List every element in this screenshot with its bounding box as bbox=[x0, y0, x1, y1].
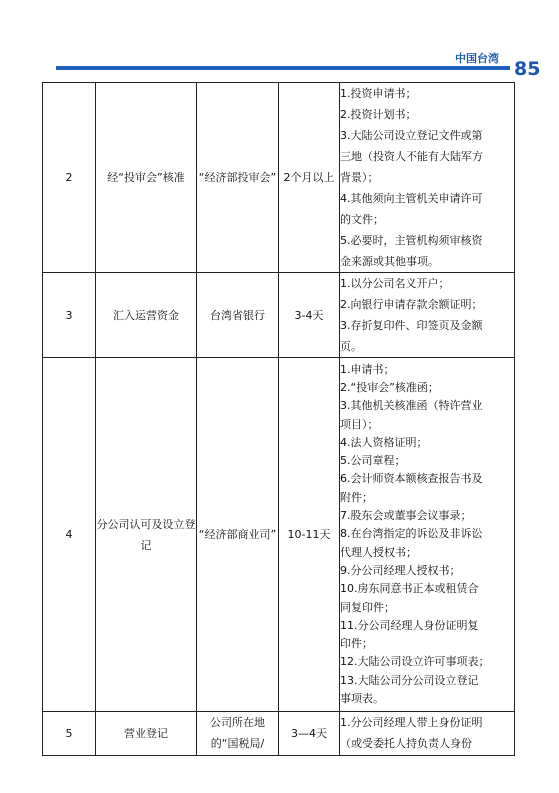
document-line: 2.“投审会”核准函； bbox=[340, 380, 439, 394]
document-line: 1.分公司经理人带上身份证明 bbox=[340, 716, 483, 729]
document-line: 2.投资计划书； bbox=[340, 108, 417, 121]
document-line: 10.房东同意书正本或租赁合 bbox=[340, 582, 479, 596]
document-line: 1.投资申请书； bbox=[340, 87, 417, 100]
step-number: 4 bbox=[43, 358, 96, 712]
document-line: 的文件； bbox=[340, 213, 384, 226]
table-row bbox=[43, 273, 515, 358]
step-item: 汇入运营资金 bbox=[96, 273, 197, 358]
document-line: 金来源或其他事项。 bbox=[340, 255, 439, 268]
document-line: 13.大陆公司分公司设立登记 bbox=[340, 673, 479, 687]
step-duration: 3—4天 bbox=[279, 712, 340, 756]
step-duration: 3-4天 bbox=[279, 273, 340, 358]
step-organization: “经济部投审会” bbox=[197, 83, 279, 273]
document-line: （或受委托人持负责人身份 bbox=[340, 737, 472, 750]
step-number: 2 bbox=[43, 83, 96, 273]
document-line: 项目）； bbox=[340, 417, 379, 431]
document-line: 5.公司章程； bbox=[340, 454, 406, 468]
step-number: 5 bbox=[43, 712, 96, 756]
document-line: 5.必要时，主管机构须审核资 bbox=[340, 234, 483, 247]
table-row bbox=[43, 358, 515, 712]
step-organization: “经济部商业司” bbox=[197, 358, 279, 712]
document-line: 三地（投资人不能有大陆军方 bbox=[340, 150, 483, 163]
document-line: 7.股东会或董事会议事录； bbox=[340, 509, 472, 523]
step-item: 分公司认可及设立登记 bbox=[96, 358, 197, 712]
document-line: 3.其他机关核准函（特许营业 bbox=[340, 399, 483, 413]
document-line: 附件； bbox=[340, 490, 373, 504]
document-line: 9.分公司经理人授权书； bbox=[340, 563, 461, 577]
document-line: 印件； bbox=[340, 637, 373, 651]
step-item: 营业登记 bbox=[96, 712, 197, 756]
step-documents bbox=[340, 83, 515, 273]
document-line: 3.存折复印件、印签页及金额 bbox=[340, 319, 483, 332]
page-number: 85 bbox=[514, 58, 541, 80]
document-line: 3.大陆公司设立登记文件或第 bbox=[340, 129, 483, 142]
document-line: 页。 bbox=[340, 340, 362, 353]
table-row bbox=[43, 83, 515, 273]
table-row bbox=[43, 712, 515, 756]
step-item: 经“投审会”核准 bbox=[96, 83, 197, 273]
step-number: 3 bbox=[43, 273, 96, 358]
step-documents bbox=[340, 358, 515, 712]
step-documents bbox=[340, 712, 515, 756]
document-line: 背景）； bbox=[340, 171, 379, 184]
procedure-table bbox=[42, 82, 515, 756]
step-organization: 公司所在地的“国税局/ bbox=[197, 712, 279, 756]
header-rule bbox=[56, 66, 510, 70]
document-line: 事项表。 bbox=[340, 692, 384, 706]
document-line: 1.申请书； bbox=[340, 362, 395, 376]
document-line: 代理人授权书； bbox=[340, 545, 417, 559]
step-duration: 2个月以上 bbox=[279, 83, 340, 273]
document-line: 1.以分公司名义开户； bbox=[340, 277, 450, 290]
document-line: 同复印件； bbox=[340, 600, 395, 614]
step-documents bbox=[340, 273, 515, 358]
document-line: 12.大陆公司设立许可事项表； bbox=[340, 655, 490, 669]
document-line: 11.分公司经理人身份证明复 bbox=[340, 618, 479, 632]
document-line: 6.会计师资本额核查报告书及 bbox=[340, 472, 483, 486]
document-line: 2.向银行申请存款余额证明； bbox=[340, 298, 483, 311]
step-duration: 10-11天 bbox=[279, 358, 340, 712]
step-organization: 台湾省银行 bbox=[197, 273, 279, 358]
document-line: 4.其他须向主管机关申请许可 bbox=[340, 192, 483, 205]
header-title: 中国台湾 bbox=[455, 52, 499, 65]
document-line: 4.法人资格证明； bbox=[340, 435, 428, 449]
document-line: 8.在台湾指定的诉讼及非诉讼 bbox=[340, 527, 483, 541]
